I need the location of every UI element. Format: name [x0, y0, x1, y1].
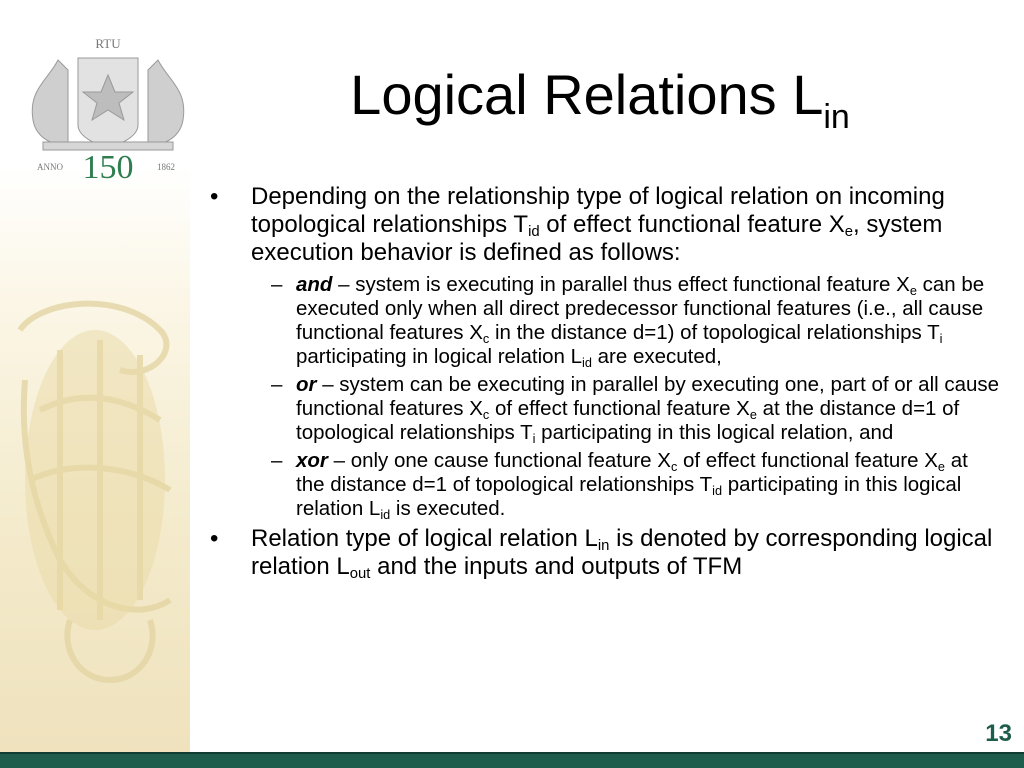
text-run: Relation type of logical relation L	[251, 525, 598, 552]
text-run: participating in this logical relation, and	[535, 421, 894, 444]
keyword-and: and	[296, 273, 333, 296]
keyword-xor: xor	[296, 449, 328, 472]
dash-marker: –	[271, 373, 283, 396]
text-run: – only one cause functional feature X	[327, 449, 671, 472]
title-main: Logical Relations L	[350, 63, 824, 126]
subscript: e	[844, 224, 854, 240]
bullet-item	[210, 525, 1000, 581]
subscript: c	[670, 459, 678, 474]
text-run: at the distance d=1 of topological relationships T	[296, 397, 960, 444]
subscript: id	[582, 355, 592, 370]
page-number: 13	[985, 720, 1012, 747]
keyword-or: or	[296, 373, 317, 396]
logo-anno-text: ANNO	[37, 162, 63, 172]
subscript: e	[937, 459, 945, 474]
subscript: in	[597, 538, 610, 554]
text-run: in the distance d=1) of topological relationships T	[489, 321, 940, 344]
bullet-item	[210, 183, 1000, 267]
text-run: is denoted by corresponding logical relation L	[251, 525, 993, 580]
monogram-ornament	[0, 180, 190, 752]
subscript: c	[482, 407, 490, 422]
title-subscript: in	[823, 98, 850, 136]
logo-year-text: 1862	[157, 162, 175, 172]
subscript: i	[532, 431, 536, 446]
dash-marker: –	[271, 449, 283, 472]
text-run: – system can be executing in parallel by executing one, part of or all cause functional features X	[296, 373, 1000, 420]
bullet-marker: •	[210, 525, 219, 552]
bullet-marker: •	[210, 183, 219, 210]
text-run: and the inputs and outputs of TFM	[370, 553, 743, 580]
text-run: participating in logical relation L	[296, 345, 583, 368]
text-run: is executed.	[390, 497, 506, 520]
dash-marker: –	[271, 273, 283, 296]
subscript: c	[482, 331, 490, 346]
subscript: id	[528, 224, 540, 240]
subscript: out	[349, 566, 371, 582]
text-run: of effect functional feature X	[677, 449, 938, 472]
rtu-logo	[18, 30, 198, 190]
subscript: id	[380, 507, 391, 522]
text-run: are executed,	[591, 345, 722, 368]
text-run: – system is executing in parallel thus effect functional feature X	[332, 273, 910, 296]
subscript: e	[749, 407, 757, 422]
subscript: e	[909, 283, 917, 298]
slide-content	[210, 183, 1000, 587]
text-run: of effect functional feature X	[539, 211, 845, 238]
footer-bar	[0, 752, 1024, 768]
text-run: Depending on the relationship type of logical relation on incoming topological relationships T	[251, 183, 945, 238]
logo-org-text: RTU	[95, 36, 121, 51]
subscript: i	[939, 331, 943, 346]
text-run: participating in this logical relation L	[296, 473, 962, 520]
subbullet-item	[210, 373, 1000, 445]
text-run: of effect functional feature X	[489, 397, 750, 420]
text-run: at the distance d=1 of topological relationships T	[296, 449, 968, 496]
text-run: can be executed only when all direct predecessor functional features (i.e., all cause functional features X	[296, 273, 985, 344]
slide-title	[200, 60, 1000, 136]
sidebar-decoration	[0, 0, 190, 752]
subscript: id	[712, 483, 723, 498]
text-run: , system execution behavior is defined as follows:	[251, 211, 943, 266]
logo-number-text: 150	[82, 149, 134, 186]
subbullet-item	[210, 449, 1000, 521]
subbullet-item	[210, 273, 1000, 369]
